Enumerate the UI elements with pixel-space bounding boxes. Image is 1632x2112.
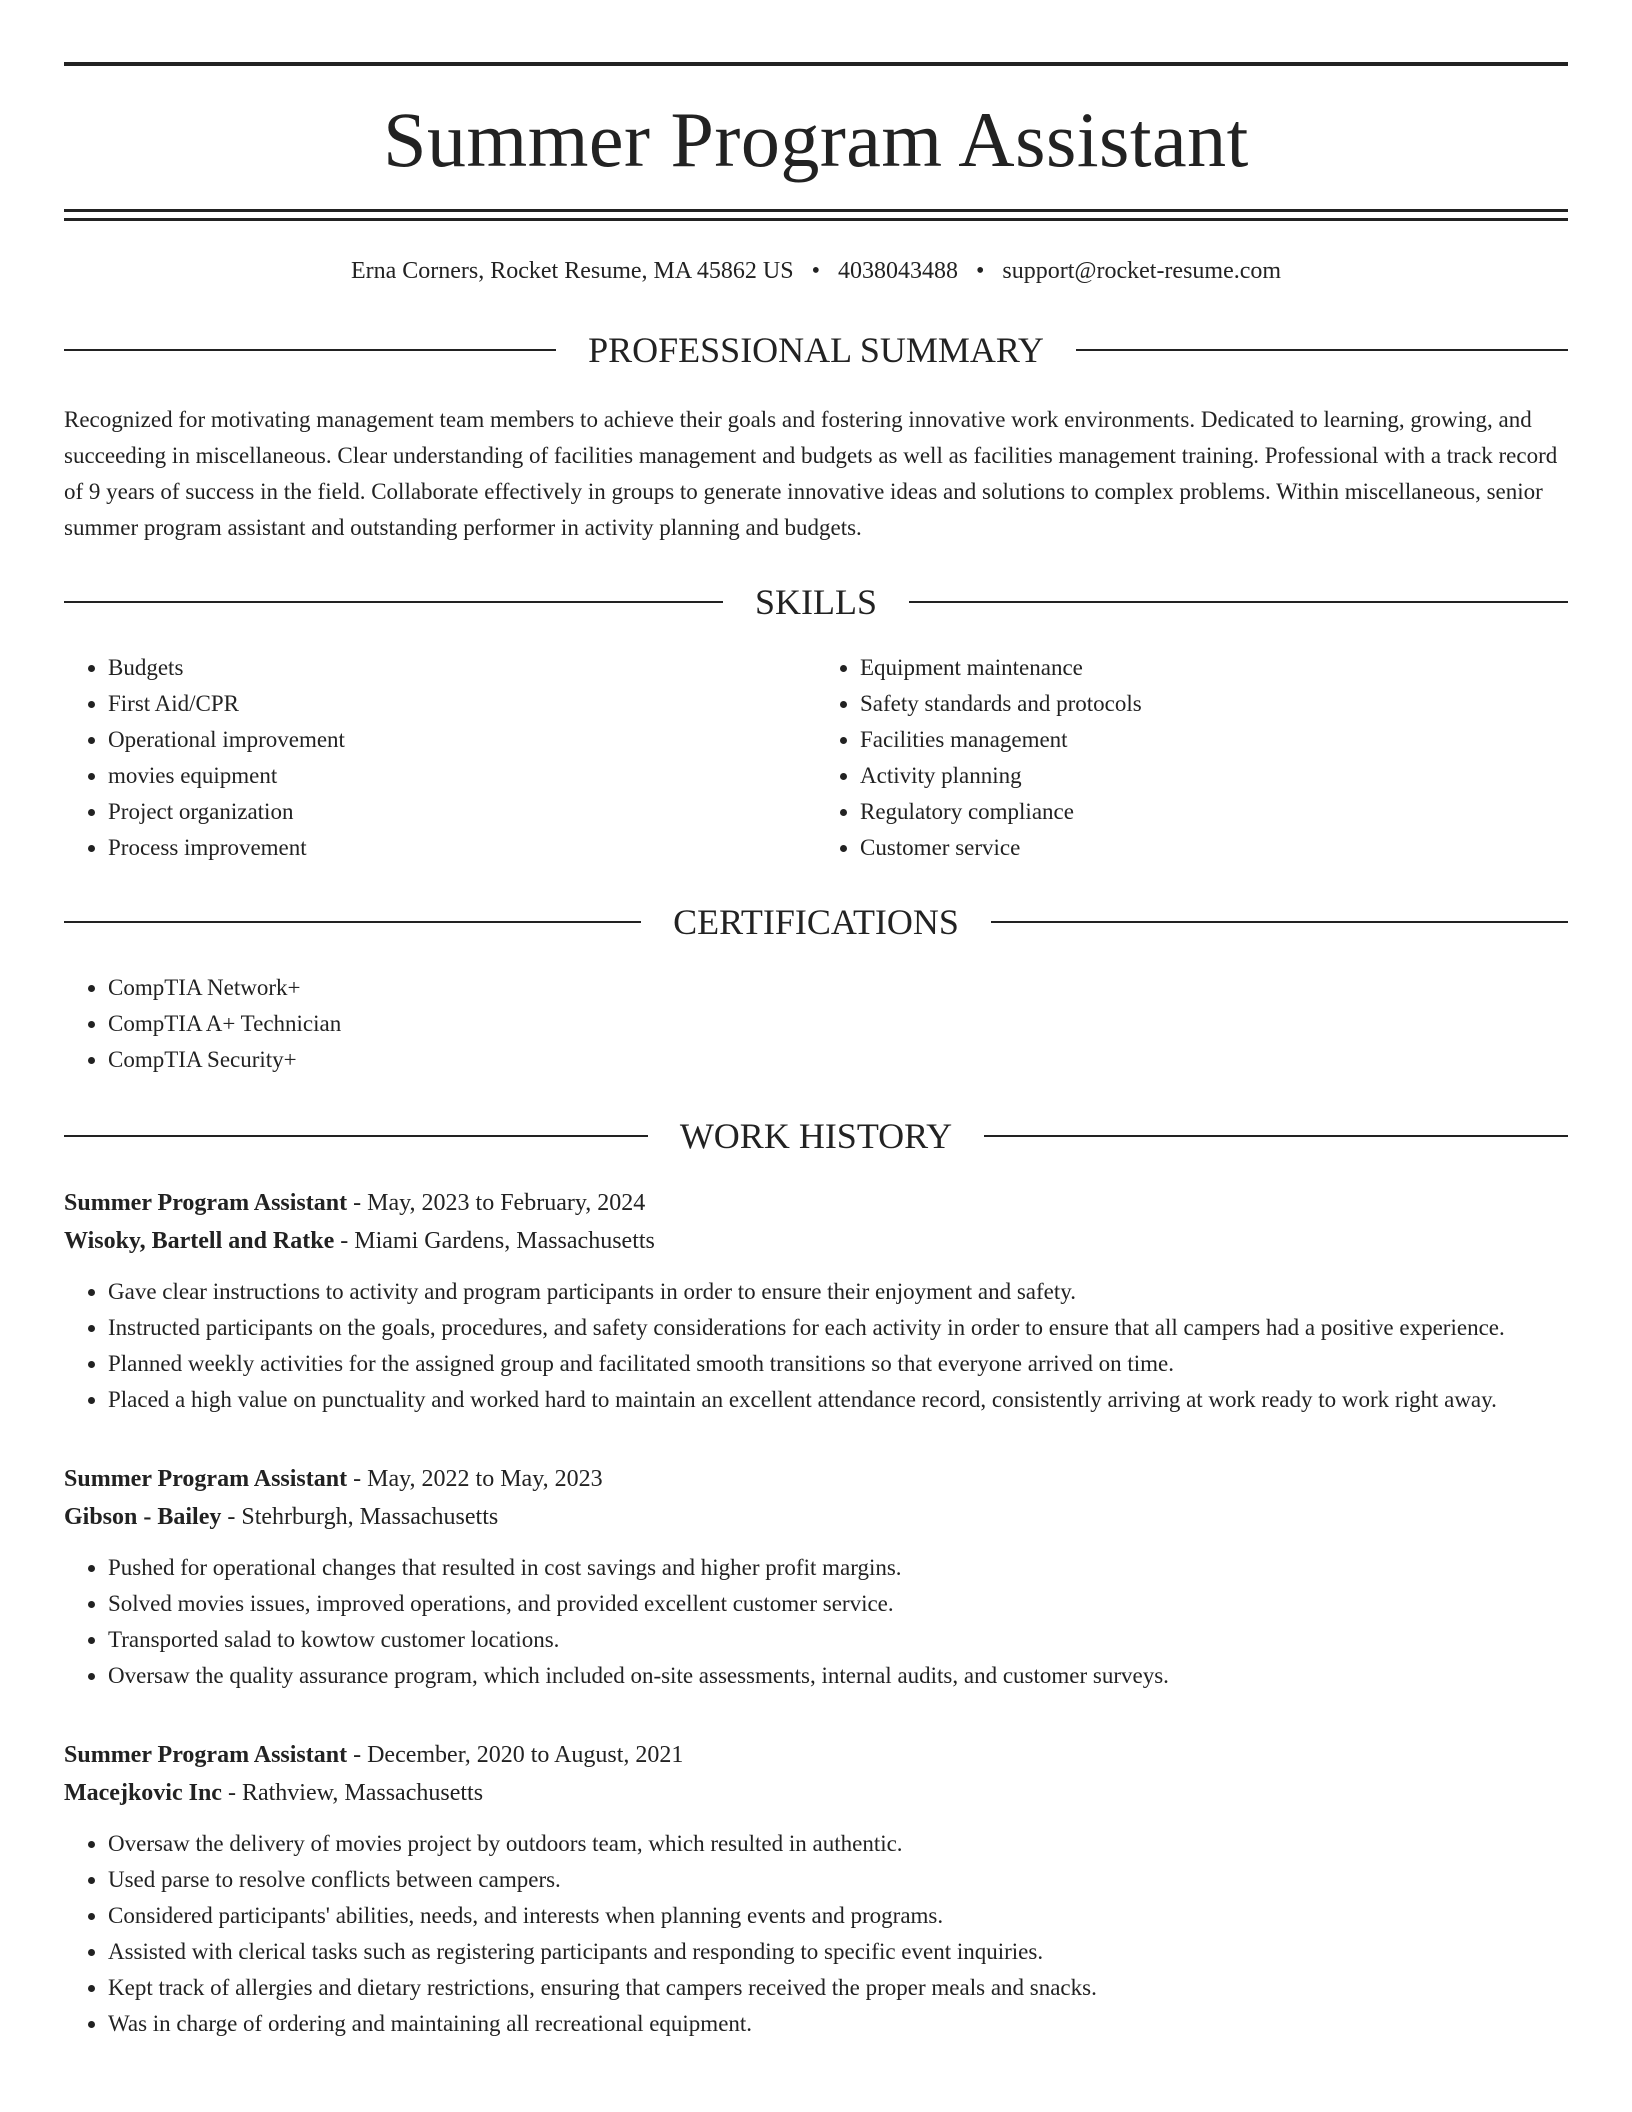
- job-company: Macejkovic Inc: [64, 1779, 222, 1806]
- section-title: WORK HISTORY: [679, 1115, 953, 1156]
- job-company-line: [64, 1222, 1568, 1260]
- skill-item: • Budgets: [108, 650, 816, 686]
- job-title-line: [64, 1184, 1568, 1222]
- certifications-list: [64, 970, 1568, 1078]
- job-bullet: • Instructed participants on the goals, procedures, and safety considerations for each activity in order to ensure that all campers had a positive experience.: [108, 1310, 1568, 1346]
- job-bullet: • Oversaw the quality assurance program, which included on-site assessments, internal audits, and customer surveys.: [108, 1658, 1568, 1694]
- section-title: PROFESSIONAL SUMMARY: [588, 329, 1044, 370]
- certification-item: • CompTIA A+ Technician: [108, 1006, 1568, 1042]
- job-bullet: • Was in charge of ordering and maintaining all recreational equipment.: [108, 2006, 1568, 2042]
- section-heading-work-history: [64, 1115, 1568, 1156]
- contact-phone: 4038043488: [837, 258, 958, 284]
- section-title: SKILLS: [755, 581, 878, 622]
- job-role: Summer Program Assistant: [64, 1741, 348, 1768]
- job-location: - Rathview, Massachusetts: [221, 1779, 484, 1806]
- job-bullet: • Oversaw the delivery of movies project by outdoors team, which resulted in authentic.: [108, 1826, 1568, 1862]
- skill-item: • First Aid/CPR: [108, 686, 816, 722]
- job-entry: [64, 1184, 1568, 1418]
- job-bullets: [64, 1826, 1568, 2042]
- skill-item: • Customer service: [860, 830, 1568, 866]
- job-entry: [64, 1736, 1568, 2042]
- skill-item: • Equipment maintenance: [860, 650, 1568, 686]
- job-bullet: • Pushed for operational changes that resulted in cost savings and higher profit margins.: [108, 1550, 1568, 1586]
- resume-name: Summer Program Assistant: [383, 96, 1249, 183]
- skills-column-right: [816, 650, 1568, 866]
- certification-item: • CompTIA Security+: [108, 1042, 1568, 1078]
- job-title-line: [64, 1736, 1568, 1774]
- job-bullet: • Gave clear instructions to activity and program participants in order to ensure their enjoyment and safety.: [108, 1274, 1568, 1310]
- skill-item: • Regulatory compliance: [860, 794, 1568, 830]
- double-rule: [64, 209, 1568, 221]
- section-heading-summary: [64, 329, 1568, 370]
- job-bullet: • Planned weekly activities for the assigned group and facilitated smooth transitions so that everyone arrived on time.: [108, 1346, 1568, 1382]
- section-heading-skills: [64, 581, 1568, 622]
- job-entry: [64, 1460, 1568, 1694]
- job-bullet: • Considered participants' abilities, needs, and interests when planning events and programs.: [108, 1898, 1568, 1934]
- job-dates: - May, 2023 to February, 2024: [347, 1189, 646, 1216]
- contact-line: [64, 257, 1568, 286]
- summary-text: Recognized for motivating management team members to achieve their goals and fostering innovative work environments. Dedicated to learning, growing, and succeeding in miscellaneous. Clear understanding of facilities management and budgets as well as facilities management training. Professional with a track record of 9 years of success in the field. Collaborate effectively in groups to generate innovative ideas and solutions to complex problems. Within miscellaneous, senior summer program assistant and outstanding performer in activity planning and budgets.: [64, 406, 1558, 540]
- contact-separator: •: [811, 258, 820, 284]
- section-title: CERTIFICATIONS: [673, 901, 959, 942]
- job-role: Summer Program Assistant: [64, 1465, 348, 1492]
- skill-item: • Project organization: [108, 794, 816, 830]
- job-location: - Stehrburgh, Massachusetts: [221, 1503, 499, 1530]
- skill-item: • Operational improvement: [108, 722, 816, 758]
- job-bullet: • Placed a high value on punctuality and worked hard to maintain an excellent attendance record, consistently arriving at work ready to work right away.: [108, 1382, 1568, 1418]
- skill-item: • movies equipment: [108, 758, 816, 794]
- skills-column-left: [64, 650, 816, 866]
- job-bullets: [64, 1550, 1568, 1694]
- certification-item: • CompTIA Network+: [108, 970, 1568, 1006]
- job-bullet: • Solved movies issues, improved operations, and provided excellent customer service.: [108, 1586, 1568, 1622]
- skill-item: • Activity planning: [860, 758, 1568, 794]
- top-rule: [64, 62, 1568, 66]
- contact-email: support@rocket-resume.com: [1002, 258, 1282, 284]
- contact-separator: •: [975, 258, 985, 284]
- job-company-line: [64, 1498, 1568, 1536]
- job-bullets: [64, 1274, 1568, 1418]
- job-bullet: • Kept track of allergies and dietary restrictions, ensuring that campers received the proper meals and snacks.: [108, 1970, 1568, 2006]
- job-location: - Miami Gardens, Massachusetts: [334, 1227, 655, 1254]
- job-dates: - December, 2020 to August, 2021: [347, 1741, 684, 1768]
- job-role: Summer Program Assistant: [64, 1189, 348, 1216]
- job-title-line: [64, 1460, 1568, 1498]
- job-dates: - May, 2022 to May, 2023: [347, 1465, 603, 1492]
- section-heading-certifications: [64, 901, 1568, 942]
- job-company: Gibson - Bailey: [64, 1503, 222, 1530]
- contact-address: Erna Corners, Rocket Resume, MA 45862 US: [350, 258, 794, 284]
- job-bullet: • Transported salad to kowtow customer locations.: [108, 1622, 1568, 1658]
- job-company-line: [64, 1774, 1568, 1812]
- job-company: Wisoky, Bartell and Ratke: [64, 1227, 335, 1254]
- skill-item: • Safety standards and protocols: [860, 686, 1568, 722]
- skill-item: • Facilities management: [860, 722, 1568, 758]
- skills-list: [64, 650, 1568, 866]
- job-bullet: • Assisted with clerical tasks such as registering participants and responding to specific event inquiries.: [108, 1934, 1568, 1970]
- skill-item: • Process improvement: [108, 830, 816, 866]
- job-bullet: • Used parse to resolve conflicts between campers.: [108, 1862, 1568, 1898]
